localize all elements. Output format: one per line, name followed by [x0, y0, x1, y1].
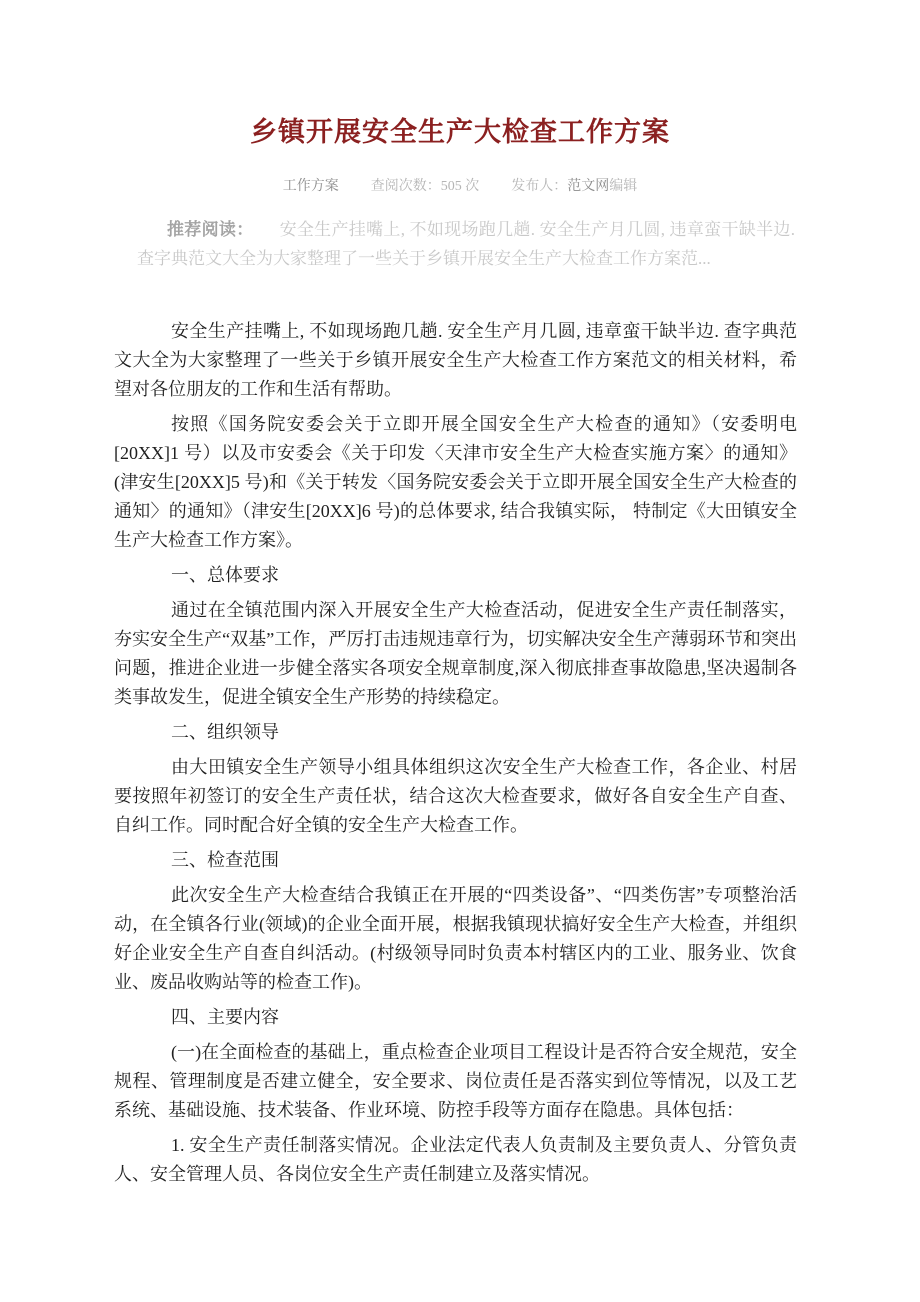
recommended-reading-excerpt: 安全生产挂嘴上, 不如现场跑几趟. 安全生产月几圆, 违章蛮干缺半边. 查字典范文大全为大家整理了一些关于乡镇开展安全生产大检查工作方案范...	[137, 220, 795, 268]
page-title: 乡镇开展安全生产大检查工作方案	[250, 117, 670, 147]
views-label: 查阅次数：	[370, 179, 441, 194]
section-heading: 三、检查范围	[171, 850, 279, 870]
body-paragraph: 安全生产挂嘴上, 不如现场跑几趟. 安全生产月几圆, 违章蛮干缺半边. 查字典范文大全为大家整理了一些关于乡镇开展安全生产大检查工作方案范文的相关材料，希望对各位朋友的工作和生活有帮助。	[114, 321, 797, 399]
publisher-name: 范文网	[567, 179, 610, 194]
section-heading: 四、主要内容	[171, 1007, 279, 1027]
article-meta	[0, 177, 920, 197]
body-paragraph: 按照《国务院安委会关于立即开展全国安全生产大检查的通知》（安委明电[20XX]1 号）以及市安委会《关于印发〈天津市安全生产大检查实施方案〉的通知》(津安生[20XX]5 号)和《关于转发〈国务院安委会关于立即开展全国安全生产大检查的通知〉的通知》（津安生[20XX]6 号)的总体要求, 结合我镇实际， 特制定《大田镇安全生产大检查工作方案》。	[114, 414, 797, 550]
category-label: 工作方案	[282, 179, 339, 194]
publisher-suffix: 编辑	[609, 179, 638, 194]
body-paragraph: 此次安全生产大检查结合我镇正在开展的“四类设备”、“四类伤害”专项整治活动，在全镇各行业(领域)的企业全面开展，根据我镇现状搞好安全生产大检查，并组织好企业安全生产自查自纠活动。(村级领导同时负责本村辖区内的工业、服务业、饮食业、废品收购站等的检查工作)。	[114, 885, 797, 992]
body-paragraph: (一)在全面检查的基础上，重点检查企业项目工程设计是否符合安全规范，安全规程、管理制度是否建立健全，安全要求、岗位责任是否落实到位等情况，以及工艺系统、基础设施、技术装备、作业环境、防控手段等方面存在隐患。具体包括：	[114, 1042, 797, 1120]
views-count: 505 次	[440, 179, 480, 194]
body-paragraph: 由大田镇安全生产领导小组具体组织这次安全生产大检查工作，各企业、村居要按照年初签订的安全生产责任状，结合这次大检查要求，做好各自安全生产自查、自纠工作。同时配合好全镇的安全生产大检查工作。	[114, 757, 797, 835]
document-body	[114, 317, 797, 1189]
section-heading: 一、总体要求	[171, 565, 279, 585]
publisher-label: 发布人：	[511, 179, 568, 194]
body-paragraph: 1. 安全生产责任制落实情况。企业法定代表人负责制及主要负责人、分管负责人、安全管理人员、各岗位安全生产责任制建立及落实情况。	[114, 1135, 797, 1184]
recommended-reading-block	[137, 215, 795, 273]
section-heading: 二、组织领导	[171, 722, 279, 742]
recommended-reading-label: 推荐阅读：	[167, 220, 254, 239]
body-paragraph: 通过在全镇范围内深入开展安全生产大检查活动，促进安全生产责任制落实，夯实安全生产“双基”工作，严厉打击违规违章行为，切实解决安全生产薄弱环节和突出问题，推进企业进一步健全落实各项安全规章制度,深入彻底排查事故隐患,坚决遏制各类事故发生，促进全镇安全生产形势的持续稳定。	[114, 600, 797, 707]
